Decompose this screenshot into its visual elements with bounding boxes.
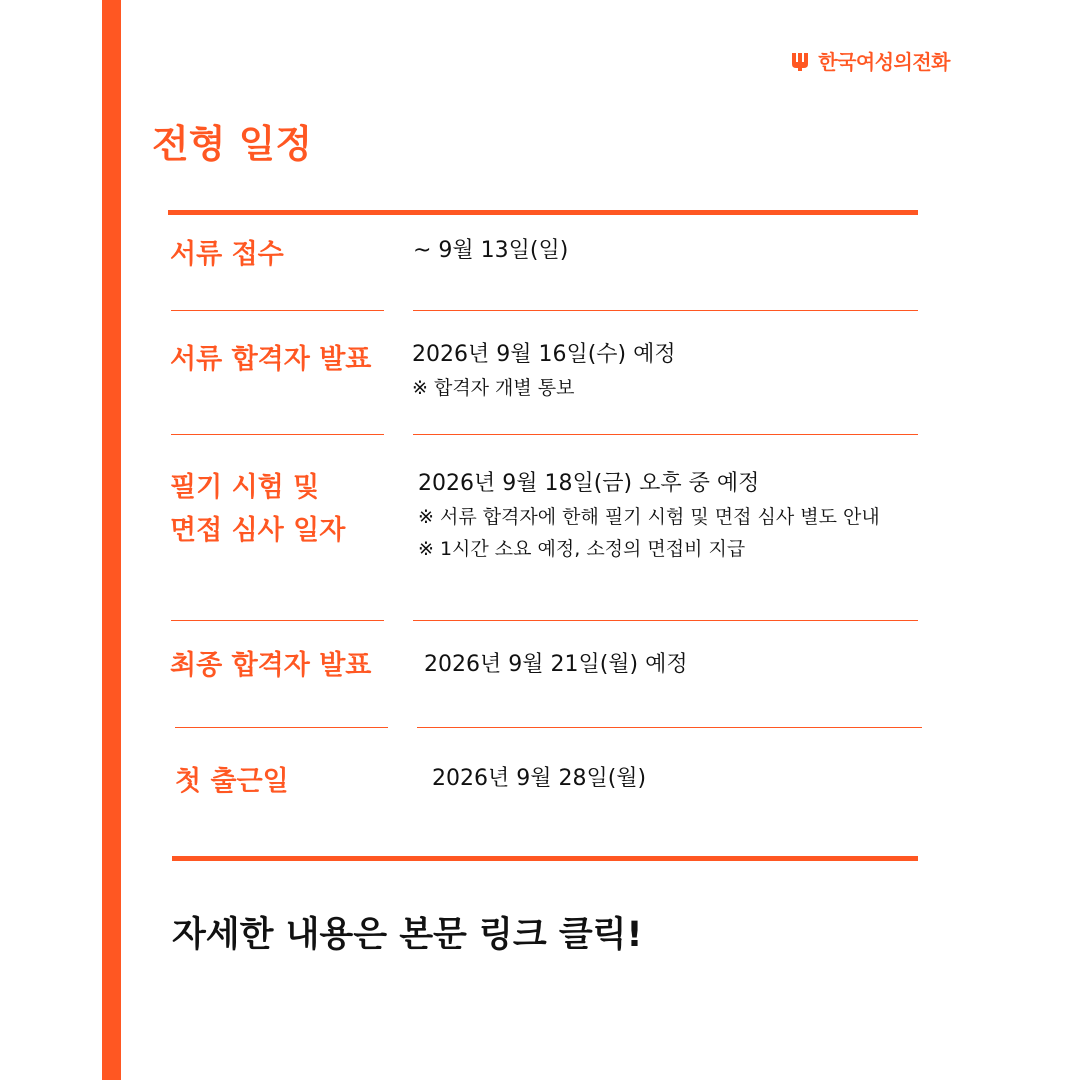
schedule-label-exam-interview: 필기 시험 및 면접 심사 일자 [170,472,346,547]
schedule-note: ※ 합격자 개별 통보 [412,377,575,399]
row-divider-value [417,727,922,728]
schedule-label-document-result: 서류 합격자 발표 [170,344,372,375]
schedule-note: ※ 서류 합격자에 한해 필기 시험 및 면접 심사 별도 안내 [418,506,880,528]
bottom-divider [172,856,918,861]
schedule-label-first-workday: 첫 출근일 [175,766,289,797]
logo-text: 한국여성의전화 [818,50,950,74]
schedule-value-final-result [424,648,688,682]
schedule-note: ※ 1시간 소요 예정, 소정의 면접비 지급 [418,538,746,560]
schedule-label-final-result: 최종 합격자 발표 [170,650,372,681]
brand-logo [790,46,950,75]
row-divider-label [175,727,388,728]
schedule-value-document-submission [413,234,568,268]
left-accent-bar [102,0,121,1080]
schedule-main-text: 2026년 9월 16일(수) 예정 [412,342,676,367]
row-divider-value [413,434,918,435]
row-divider-value [413,310,918,311]
schedule-value-first-workday [432,762,646,796]
row-divider-label [171,620,384,621]
schedule-label-document-submission: 서류 접수 [170,239,284,270]
top-divider [168,210,918,215]
row-divider-value [413,620,918,621]
footer-cta: 자세한 내용은 본문 링크 클릭! [172,915,643,955]
schedule-value-document-result [412,338,676,404]
logo-mark-icon [790,50,812,72]
schedule-main-text: 2026년 9월 28일(월) [432,766,647,791]
schedule-main-text: 2026년 9월 21일(월) 예정 [424,652,688,677]
row-divider-label [171,434,384,435]
page-title: 전형 일정 [152,122,313,166]
schedule-value-exam-interview [418,467,880,565]
row-divider-label [171,310,384,311]
schedule-main-text: ~ 9월 13일(일) [413,238,569,263]
schedule-main-text: 2026년 9월 18일(금) 오후 중 예정 [418,471,760,496]
